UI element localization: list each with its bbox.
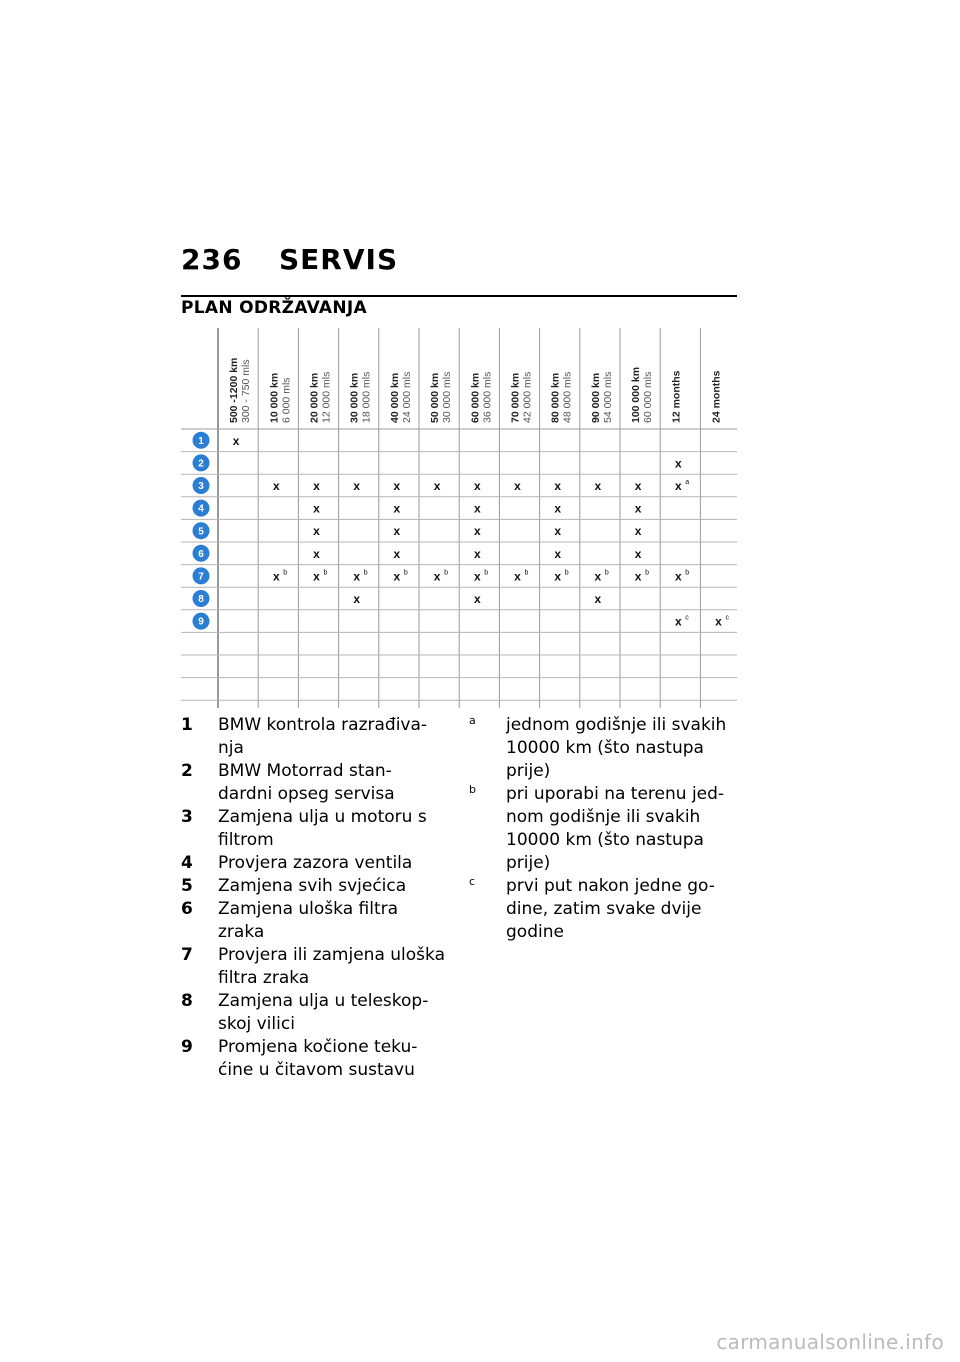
schedule-mark: x	[594, 479, 602, 493]
schedule-mark: x	[272, 479, 280, 493]
column-header-secondary: 60 000 mls	[642, 371, 655, 423]
column-header-primary: 50 000 km	[429, 372, 442, 423]
row-number-label: 4	[198, 503, 204, 515]
schedule-mark: x	[473, 546, 481, 561]
schedule-footnote-ref: b	[564, 569, 569, 577]
row-number-label: 2	[198, 458, 204, 470]
schedule-mark: x	[272, 569, 280, 584]
schedule-mark: x	[313, 569, 320, 584]
column-header-primary: 90 000 km	[589, 372, 602, 423]
column-header-primary: 12 months	[670, 370, 683, 423]
schedule-mark: x	[634, 501, 642, 516]
schedule-mark: x	[634, 479, 642, 493]
legend-item	[181, 1036, 451, 1082]
schedule-mark: x	[514, 569, 521, 584]
footnote-marker: b	[469, 783, 476, 796]
row-number-label: 5	[198, 526, 204, 538]
schedule-mark: x	[393, 569, 401, 584]
schedule-mark: x	[313, 479, 320, 493]
column-header-primary: 70 000 km	[509, 372, 522, 423]
schedule-mark: x	[554, 501, 562, 516]
column-header-primary: 20 000 km	[308, 372, 321, 423]
column-header-primary: 10 000 km	[268, 372, 281, 423]
schedule-mark: x	[634, 569, 642, 584]
schedule-footnote-ref: b	[645, 569, 650, 577]
schedule-footnote-ref: c	[725, 614, 729, 622]
schedule-footnote-ref: b	[323, 569, 328, 577]
legend-item	[181, 806, 451, 852]
schedule-footnote-ref: b	[283, 569, 288, 577]
schedule-mark: x	[393, 546, 401, 561]
schedule-footnote-ref: b	[604, 569, 609, 577]
schedule-mark: x	[473, 501, 481, 516]
schedule-mark: x	[554, 524, 562, 539]
column-header-secondary: 48 000 mls	[561, 371, 574, 423]
column-header-secondary: 36 000 mls	[481, 371, 494, 423]
schedule-mark: x	[674, 614, 682, 629]
legend-item-number: 2	[181, 761, 193, 781]
footnote-text: prvi put nakon jedne go- dine, zatim svake dvije godine	[506, 876, 715, 942]
schedule-mark: x	[554, 569, 562, 584]
schedule-footnote-ref: b	[403, 569, 408, 577]
column-header-primary: 60 000 km	[469, 372, 482, 423]
column-header-primary: 40 000 km	[388, 372, 401, 423]
schedule-mark: x	[393, 479, 401, 493]
legend-item	[181, 898, 451, 944]
footnote-marker: c	[469, 875, 476, 888]
legend-item-number: 6	[181, 899, 193, 919]
column-header-primary: 500 -1200 km	[228, 357, 241, 423]
legend-item-text: Zamjena svih svjećica	[218, 876, 407, 896]
legend-item-text: Provjera ili zamjena uloška filtra zraka	[218, 945, 445, 988]
row-number-label: 9	[198, 616, 204, 628]
legend-item	[181, 760, 451, 806]
column-header-secondary: 300 - 750 mls	[240, 359, 253, 423]
legend-item-number: 9	[181, 1037, 193, 1057]
footnote-text: pri uporabi na terenu jed- nom godišnje ili svakih 10000 km (što nastupa prije)	[506, 784, 725, 873]
schedule-mark: x	[353, 569, 361, 584]
column-header-primary: 100 000 km	[630, 366, 643, 423]
row-number-label: 1	[198, 435, 204, 447]
footnote-item	[469, 714, 744, 783]
legend-item-number: 3	[181, 807, 193, 827]
legend-item	[181, 990, 451, 1036]
column-header-secondary: 18 000 mls	[360, 371, 373, 423]
schedule-footnote-ref: b	[444, 569, 449, 577]
schedule-mark: x	[313, 524, 320, 539]
schedule-mark: x	[634, 524, 642, 539]
schedule-mark: x	[514, 479, 521, 493]
page-subtitle: PLAN ODRŽAVANJA	[181, 298, 367, 318]
footnotes-list	[469, 714, 744, 944]
legend-item	[181, 875, 451, 898]
legend-list	[181, 714, 451, 1082]
legend-item-text: Promjena kočione teku- ćine u čitavom sustavu	[218, 1037, 418, 1080]
schedule-mark: x	[594, 569, 602, 584]
row-number-label: 3	[198, 481, 204, 493]
schedule-footnote-ref: b	[524, 569, 529, 577]
column-header-secondary: 24 000 mls	[400, 371, 413, 423]
schedule-footnote-ref: b	[685, 569, 690, 577]
maintenance-schedule-table	[181, 328, 737, 708]
schedule-footnote-ref: a	[685, 479, 690, 486]
schedule-footnote-ref: b	[484, 569, 489, 577]
legend-item	[181, 714, 451, 760]
schedule-mark: x	[313, 501, 320, 516]
schedule-footnote-ref: b	[363, 569, 368, 577]
schedule-mark: x	[393, 501, 401, 516]
schedule-mark: x	[634, 546, 642, 561]
schedule-mark: x	[473, 592, 481, 606]
schedule-mark: x	[393, 524, 401, 539]
schedule-mark: x	[473, 569, 481, 584]
schedule-mark: x	[594, 592, 602, 606]
row-number-label: 8	[198, 594, 204, 606]
legend-item-text: Zamjena uloška filtra zraka	[218, 899, 399, 942]
schedule-mark: x	[674, 569, 682, 584]
schedule-mark: x	[674, 479, 682, 493]
legend-item-text: Provjera zazora ventila	[218, 853, 413, 873]
watermark: carmanualsonline.info	[716, 1330, 944, 1354]
legend-item-number: 8	[181, 991, 193, 1011]
schedule-mark: x	[433, 479, 441, 493]
page-number: 236	[181, 243, 243, 276]
schedule-grid	[181, 328, 737, 708]
legend-item	[181, 944, 451, 990]
column-header-secondary: 30 000 mls	[441, 371, 454, 423]
column-header-secondary: 42 000 mls	[521, 371, 534, 423]
schedule-mark: x	[473, 524, 481, 539]
legend-item-number: 1	[181, 715, 193, 735]
schedule-mark: x	[232, 433, 240, 448]
row-number-label: 7	[198, 571, 204, 583]
schedule-mark: x	[353, 479, 361, 493]
schedule-mark: x	[674, 456, 682, 471]
column-header-primary: 80 000 km	[549, 372, 562, 423]
footnote-marker: a	[469, 714, 476, 727]
legend-item	[181, 852, 451, 875]
header-divider	[181, 295, 737, 297]
column-header-secondary: 12 000 mls	[320, 371, 333, 423]
column-header-primary: 30 000 km	[348, 372, 361, 423]
schedule-mark: x	[473, 479, 481, 493]
schedule-footnote-ref: c	[685, 614, 689, 622]
legend-item-text: Zamjena ulja u teleskop- skoj vilici	[218, 991, 429, 1034]
column-header-primary: 24 months	[710, 370, 723, 423]
schedule-mark: x	[433, 569, 441, 584]
column-header-secondary: 54 000 mls	[601, 371, 614, 423]
schedule-mark: x	[353, 592, 361, 606]
schedule-mark: x	[313, 546, 320, 561]
column-header-secondary: 6 000 mls	[280, 377, 293, 423]
footnote-text: jednom godišnje ili svakih 10000 km (što nastupa prije)	[506, 715, 727, 781]
schedule-mark: x	[554, 479, 562, 493]
schedule-mark: x	[715, 614, 722, 629]
legend-item-number: 7	[181, 945, 193, 965]
legend-item-text: Zamjena ulja u motoru s filtrom	[218, 807, 427, 850]
footnote-item	[469, 875, 744, 944]
legend-item-number: 4	[181, 853, 193, 873]
legend-item-text: BMW kontrola razrađiva- nja	[218, 715, 428, 758]
row-number-label: 6	[198, 548, 204, 560]
schedule-mark: x	[554, 546, 562, 561]
footnote-item	[469, 783, 744, 875]
section-title: SERVIS	[279, 243, 399, 276]
legend-item-number: 5	[181, 876, 193, 896]
legend-item-text: BMW Motorrad stan- dardni opseg servisa	[218, 761, 395, 804]
